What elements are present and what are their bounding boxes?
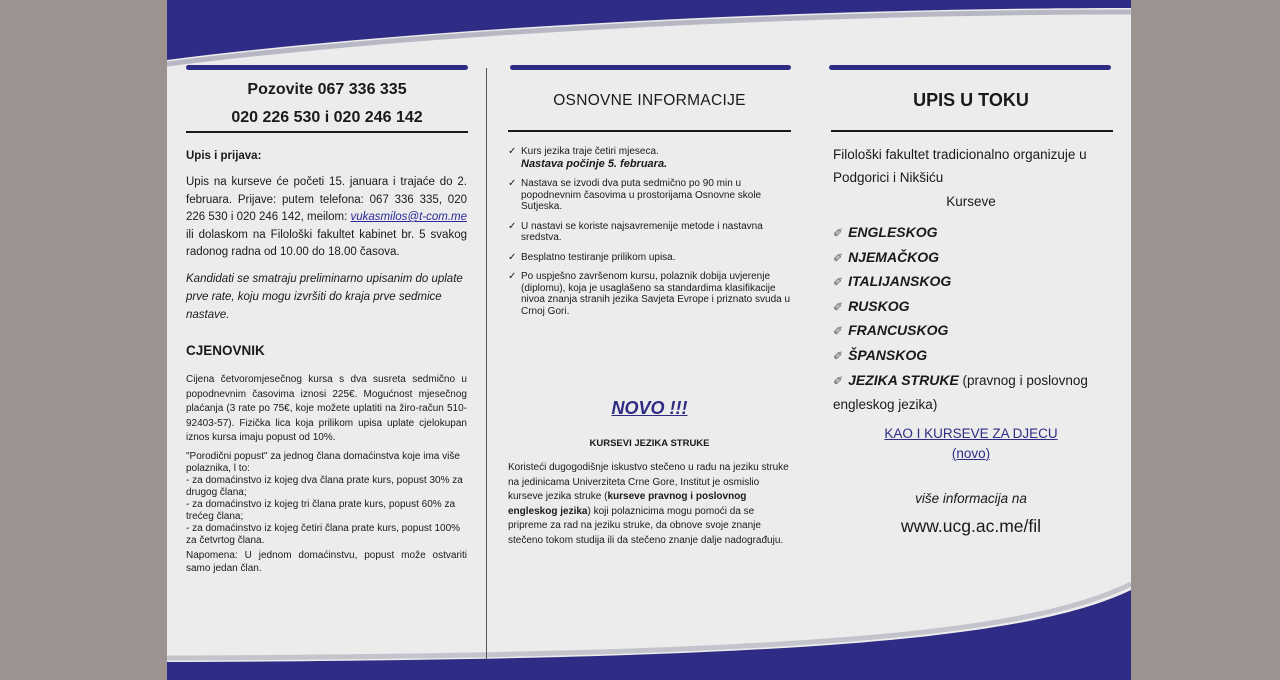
middle-title-rule [508,130,791,132]
language-name: NJEMAČKOG [848,248,940,265]
pencil-icon: ✐ [833,226,844,240]
phone-line-1: Pozovite 067 336 335 [247,81,407,98]
list-item-text: Kurs jezika traje četiri mjeseca. [521,146,659,157]
kursevi-paragraph [508,461,791,548]
kursevi-text-after: ) koji polaznicima mogu pomoći da se pripreme za rad na jeziku struke, da obnove svoje znanje stečeno tokom studija ili da stečeno znanje dalje nadograđuju. [508,505,784,546]
porodicni-line: - za domaćinstvo iz kojeg četiri člana prate kurs, popust 100% za četvrtog člana. [186,523,461,546]
list-item [508,221,791,244]
brochure-sheet [167,0,1131,680]
list-item-emphasis: Nastava počinje 5. februara. [521,157,668,170]
pencil-icon: ✐ [833,348,844,363]
novo-link[interactable]: NOVO !!! [611,398,688,418]
vise-informacija: više informacija na [915,491,1027,506]
language-name: ITALIJANSKOG [848,273,952,290]
kursevi-heading: KURSEVI JEZIKA STRUKE [589,438,710,449]
website-url[interactable]: www.ucg.ac.me/fil [900,516,1042,536]
list-item-text: Po uspješno završenom kursu, polaznik dobija uvjerenje (diplomu), koja je usaglašeno sa standardima klasifikacije nivoa znanja stranih jezika Savjeta Evrope i priznato svuda u Crnoj Gori. [521,271,791,317]
middle-header-bar [510,65,791,70]
list-item-text: U nastavi se koriste najsavremenije metode i nastavna sredstva. [521,220,763,243]
djeca-link[interactable] [829,424,1113,463]
checkmark-icon: ✓ [508,220,517,232]
djeca-line-2[interactable]: (novo) [951,445,991,461]
right-title-rule [831,130,1113,132]
right-column [829,0,1113,680]
cjenovnik-heading: CJENOVNIK [186,343,265,358]
language-list [833,221,1115,417]
pencil-icon: ✐ [833,299,844,314]
list-item [508,146,791,170]
language-item [833,246,1115,271]
kursevi-text-before: Koristeći dugogodišnje iskustvo stečeno u radu na jeziku struke na jedinicama Univerziteta Crne Gore, Institut je osmislio kurseve jezika struke ( [508,462,789,502]
language-item [833,319,1115,344]
language-extra: (pravnog i poslovnog engleskog jezika) [833,372,1088,413]
upis-text-before: Upis na kurseve će početi 15. januara i trajaće do 2. februara. Prijave: putem telefona: 067 336 335, 020 226 530 i 020 246 142, meilom: [186,176,467,223]
kurseve-label: Kurseve [946,194,996,209]
phone-line-2: 020 226 530 i 020 246 142 [231,109,423,126]
checkmark-icon: ✓ [508,146,517,157]
language-item [833,344,1115,369]
porodicni-popust [186,451,467,547]
list-item [508,178,791,213]
middle-column [508,0,791,680]
porodicni-line: "Porodični popust" za jednog člana domaćinstva koje ima više polaznika, l to: [186,451,460,474]
upis-u-toku-title: UPIS U TOKU [913,90,1029,110]
language-item [833,221,1115,246]
kandidati-note: Kandidati se smatraju preliminarno upisanim do uplate prve rate, koju mogu izvršiti do kraja prve sedmice nastave. [186,273,463,321]
left-column [186,0,468,680]
language-item [833,295,1115,320]
language-name: ENGLESKOG [848,224,938,240]
pencil-icon: ✐ [833,324,844,339]
language-name: JEZIKA STRUKE [848,371,959,388]
left-title-rule [186,131,468,133]
language-item [833,270,1115,295]
fakultet-intro: Filološki fakultet tradicionalno organizuje u Podgorici i Nikšiću [833,147,1087,185]
left-header-bar [186,65,468,70]
djeca-line-1[interactable]: KAO I KURSEVE ZA DJECU [884,426,1058,441]
info-list [508,146,791,325]
list-item-text: Besplatno testiranje prilikom upisa. [521,251,676,263]
list-item [508,271,791,317]
language-name: RUSKOG [848,297,910,314]
upis-paragraph [186,174,467,262]
porodicni-line: - za domaćinstvo iz kojeg tri člana prate kurs, popust 60% za trećeg člana; [186,499,456,522]
pencil-icon: ✐ [833,275,844,290]
osnovne-title: OSNOVNE INFORMACIJE [553,92,746,109]
checkmark-icon: ✓ [508,251,517,263]
kursevi-text-bold: kurseve pravnog i poslovnog engleskog jezika [508,491,747,517]
pencil-icon: ✐ [833,250,844,265]
upis-text-after: ili dolaskom na Filološki fakultet kabinet br. 5 svakog radonog radna od 10.00 do 18.00 časova. [186,228,467,258]
column-divider [486,68,487,660]
napomena-paragraph: Napomena: U jednom domaćinstvu, popust može ostvariti samo jedan član. [186,550,467,574]
email-link[interactable]: vukasmilos@t-com.me [350,211,467,223]
upis-heading: Upis i prijava: [186,150,262,162]
right-header-bar [829,65,1111,70]
pencil-icon: ✐ [833,373,844,388]
list-item [508,252,791,264]
checkmark-icon: ✓ [508,271,517,282]
porodicni-line: - za domaćinstvo iz kojeg dva člana prate kurs, popust 30% za drugog člana; [186,475,463,498]
language-name: FRANCUSKOG [848,322,949,339]
cjenovnik-paragraph: Cijena četvoromjesečnog kursa s dva susreta sedmično u popodnevnim časovima iznosi 225€. Mogućnost mjesečnog plaćanja (3 rate po 75€, koje možete uplatiti na žiro-račun 510-92403-57). Fizička lica koja prilikom upisa uplate cjelokupan iznos kursa imaju popust od 10%. [186,374,467,443]
language-name: ŠPANSKOG [848,346,928,363]
checkmark-icon: ✓ [508,178,517,189]
list-item-text: Nastava se izvodi dva puta sedmično po 90 min u popodnevnim časovima u prostorijama Osnovne skole Sutjeska. [521,178,762,212]
language-item [833,369,1115,417]
